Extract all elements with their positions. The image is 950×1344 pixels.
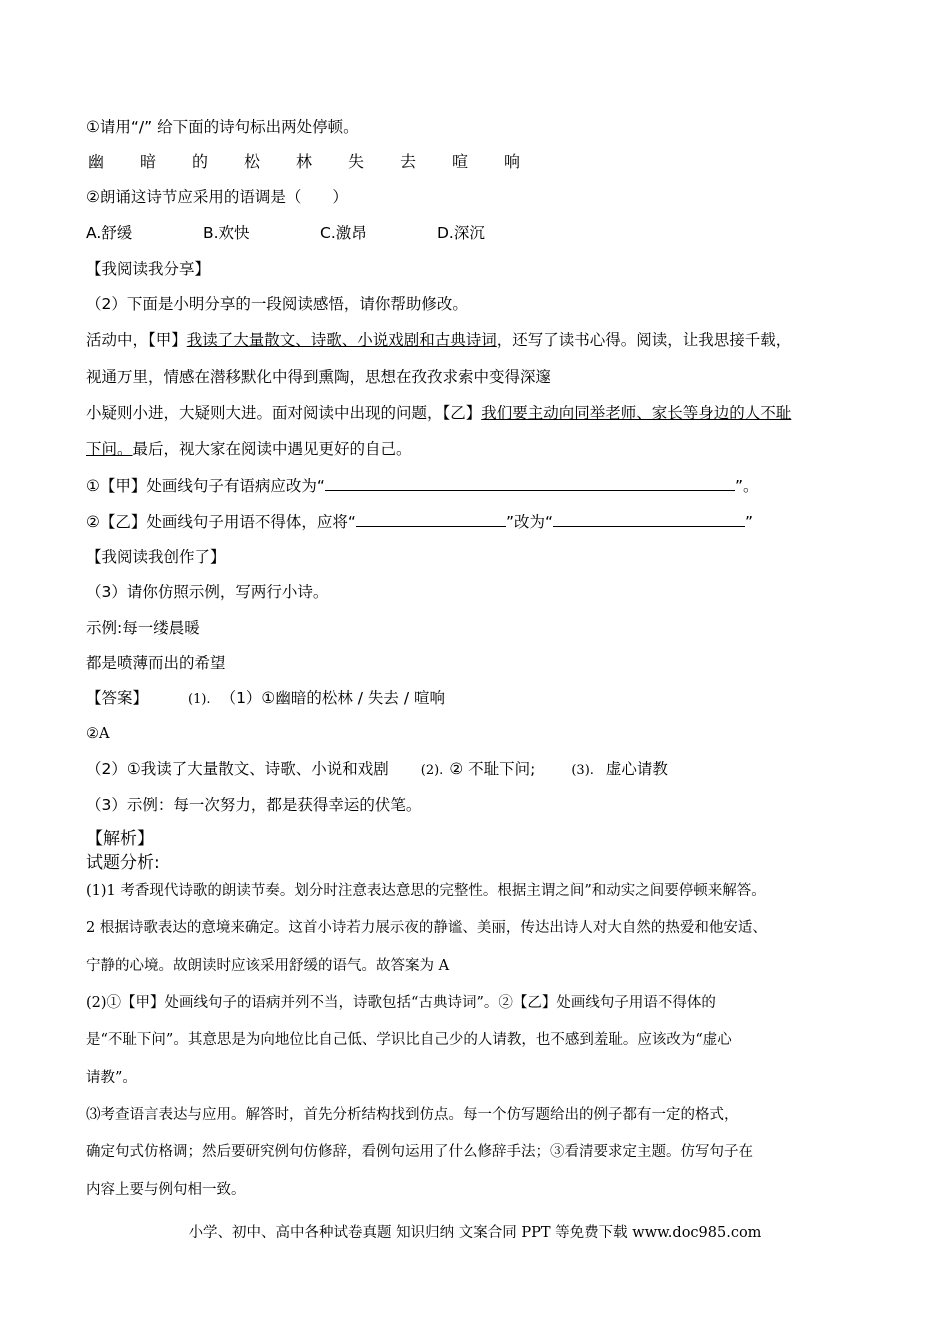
text: 活动中，【甲】	[86, 331, 187, 349]
poem-char: 林	[296, 152, 313, 171]
analysis-line: 内容上要与例句相一致。	[86, 1182, 246, 1198]
poem-char: 的	[192, 152, 209, 171]
example-line-2: 都是喷薄而出的希望	[86, 654, 226, 672]
analysis-line: 是“不耻下问”。其意思是为向地位比自己低、学识比自己少的人请教，也不感到羞耻。应该改为“虚心	[86, 1032, 732, 1048]
answer-number: (2).	[420, 763, 444, 778]
create-instruction: （3）请你仿照示例，写两行小诗。	[86, 583, 329, 601]
create-heading: 【我阅读我创作了】	[86, 548, 226, 566]
analysis-line: 请教”。	[86, 1070, 137, 1086]
text: ”	[745, 513, 754, 531]
poem-char: 暗	[140, 152, 157, 171]
option-a: A.舒缓	[86, 224, 133, 242]
answer-blank-yi-revised[interactable]	[553, 511, 745, 527]
share-paragraph-line-2: 视通万里，情感在潜移默化中得到熏陶，思想在孜孜求索中变得深邃	[86, 368, 552, 386]
answer-number: (1).	[188, 692, 211, 707]
text: 最后，视大家在阅读中遇见更好的自己。	[132, 440, 412, 458]
answer-line-3	[86, 759, 668, 781]
poem-char: 幽	[88, 152, 105, 171]
poem-char: 去	[400, 152, 417, 171]
example-line-1: 示例:每一缕晨暖	[86, 619, 200, 637]
answer-line-4: （3）示例：每一次努力，都是获得幸运的伏笔。	[86, 796, 422, 814]
answer-blank-jia[interactable]	[325, 475, 735, 491]
text: ②【乙】处画线句子用语不得体，应将“	[86, 513, 356, 531]
share-heading: 【我阅读我分享】	[86, 260, 211, 278]
poem-line	[88, 152, 556, 172]
answer-line-2: ②A	[86, 726, 110, 742]
share-paragraph-line-1	[86, 330, 791, 350]
option-c: C.激昂	[320, 224, 367, 242]
analysis-line: 2 根据诗歌表达的意境来确定。这首小诗若力展示夜的静谧、美丽，传达出诗人对大自然的热爱和他安适、	[86, 920, 767, 936]
analysis-line: 宁静的心境。故朗读时应该采用舒缓的语气。故答案为 A	[86, 958, 450, 974]
answer-text: （2）①我读了大量散文、诗歌、小说和戏剧	[86, 760, 389, 778]
answer-text: （1）①幽暗的松林 / 失去 / 喧响	[220, 689, 445, 707]
text: ”。	[734, 477, 759, 495]
text: ①【甲】处画线句子有语病应改为“	[86, 477, 325, 495]
answer-label: 【答案】	[86, 689, 149, 707]
answer-line-1	[86, 688, 445, 710]
share-paragraph-line-3	[86, 403, 791, 423]
option-d: D.深沉	[437, 224, 485, 242]
page-footer: 小学、初中、高中各种试卷真题 知识归纳 文案合同 PPT 等免费下载 www.doc985.com	[188, 1225, 762, 1241]
share-intro: （2）下面是小明分享的一段阅读感悟，请你帮助修改。	[86, 295, 468, 313]
answer-number: (3).	[571, 763, 594, 778]
analysis-line: 确定句式仿格调；然后要研究例句仿修辞，看例句运用了什么修辞手法；③看清要求定主题。仿写句子在	[86, 1144, 753, 1160]
analysis-label: 【解析】	[86, 829, 154, 849]
option-b: B.欢快	[203, 224, 250, 242]
poem-char: 松	[244, 152, 261, 171]
underlined-sentence-yi-end: 下问。	[86, 440, 133, 458]
poem-char: 失	[348, 152, 365, 171]
answer-text: 虚心请教	[605, 760, 668, 778]
text: 小疑则小进，大疑则大进。面对阅读中出现的问题，【乙】	[86, 404, 482, 422]
text: ”改为“	[505, 513, 553, 531]
analysis-line: (2)①【甲】处画线句子的语病并列不当，诗歌包括“古典诗词”。②【乙】处画线句子用语不得体的	[86, 995, 716, 1011]
analysis-line: ⑶考查语言表达与应用。解答时，首先分析结构找到仿点。每一个仿写题给出的例子都有一定的格式，	[86, 1107, 739, 1123]
q-yi-line	[86, 511, 753, 532]
q1-options	[86, 223, 554, 243]
text: ，还写了读书心得。阅读，让我思接千载，	[496, 331, 792, 349]
poem-char: 喧	[452, 152, 469, 171]
q-jia-line	[86, 475, 758, 496]
poem-char: 响	[504, 152, 521, 171]
q1-tone-question: ②朗诵这诗节应采用的语调是（ ）	[86, 188, 348, 206]
underlined-sentence-yi: 我们要主动向同举老师、家长等身边的人不耻	[481, 404, 792, 422]
answer-text: ② 不耻下问;	[449, 760, 536, 778]
underlined-sentence-jia: 我读了大量散文、诗歌、小说戏剧和古典诗词	[186, 331, 497, 349]
analysis-line: (1)1 考香现代诗歌的朗读节奏。划分时注意表达意思的完整性。根据主谓之间”和动实之间要停顿来解答。	[86, 883, 766, 899]
analysis-subheading: 试题分析:	[86, 853, 160, 873]
answer-blank-yi-original[interactable]	[356, 511, 506, 527]
q1-instruction: ①请用“/” 给下面的诗句标出两处停顿。	[86, 118, 359, 136]
share-paragraph-line-4	[86, 439, 412, 459]
